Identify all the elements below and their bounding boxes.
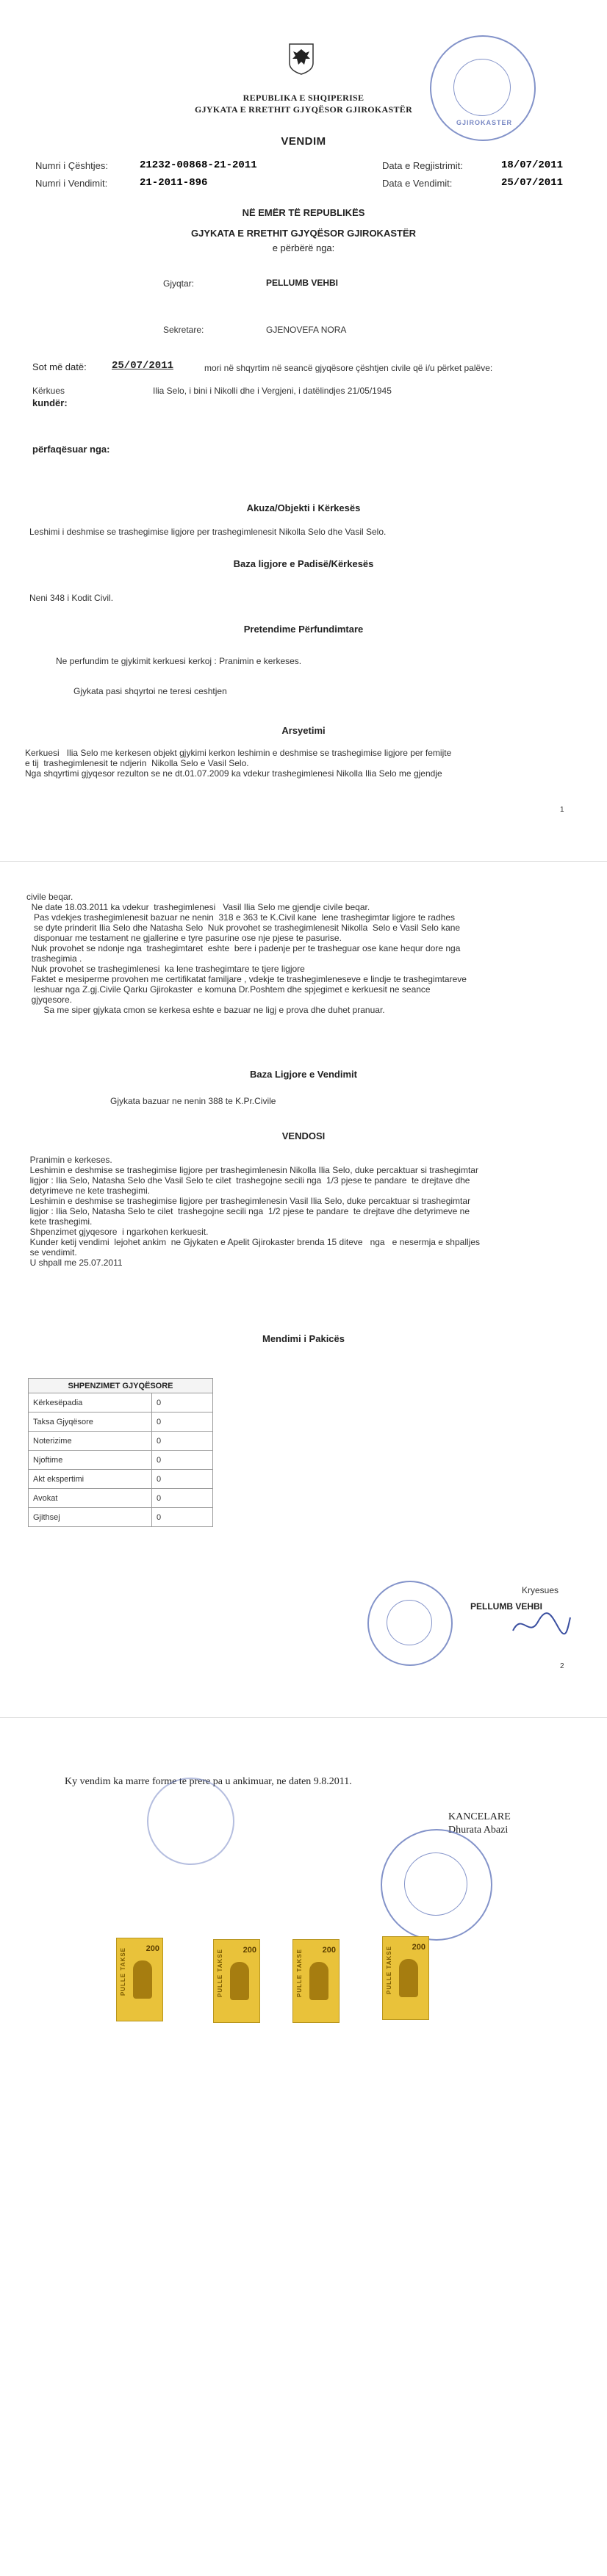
expense-label: Kërkesëpadia [29, 1393, 152, 1413]
secretary-label: Sekretare: [163, 325, 204, 335]
expense-value: 0 [152, 1508, 213, 1527]
court-seal-icon: GJIROKASTER [430, 35, 536, 141]
section-legal-basis: Baza ligjore e Padisë/Kërkesës [233, 558, 374, 569]
expense-value: 0 [152, 1413, 213, 1432]
verdict-line: detyrimeve ne kete trashegimi. [25, 1186, 151, 1196]
president-label: Kryesues [522, 1585, 559, 1595]
reasoning-line: Nuk provohet se trashegimlenesi ka lene trashegimtare te tjere ligjore [26, 964, 305, 974]
signature-icon [507, 1609, 573, 1639]
expense-label: Avokat [29, 1489, 152, 1508]
decision-number: 21-2011-896 [140, 177, 208, 189]
verdict-line: Leshimin e deshmise se trashegimise ligjore per trashegimlenesin Nikolla Ilia Selo, duke percaktuar si trashegimtar [25, 1165, 478, 1175]
expenses-table-wrapper [28, 1378, 213, 1527]
decision-number-label: Numri i Vendimit: [35, 178, 108, 189]
table-row [29, 1470, 213, 1489]
verdict-line: Shpenzimet gjyqesore i ngarkohen kerkuesit. [25, 1227, 209, 1237]
case-number-label: Numri i Çështjes: [35, 160, 108, 171]
legal-basis-text: Neni 348 i Kodit Civil. [29, 593, 114, 603]
verdict-line: kete trashegimi. [25, 1216, 93, 1227]
fiscal-stamp-icon: PULLE TAKSE 200 [292, 1939, 340, 2023]
court-heading: GJYKATA E RRETHIT GJYQËSOR GJIROKASTËR [190, 228, 417, 239]
reasoning-line: trashegimia . [26, 953, 82, 964]
table-row [29, 1413, 213, 1432]
verdict-line: se vendimit. [25, 1247, 77, 1258]
reasoning-line: Kerkuesi Ilia Selo me kerkesen objekt gjykimi kerkon leshimin e deshmise se trashegimise ligjore per femijte [25, 748, 452, 758]
reasoning-line: leshuar nga Z.gj.Civile Qarku Gjirokaster e komuna Dr.Poshtem dhe spjegimet e kerkuesit ne seance [26, 984, 431, 995]
judge-name: PELLUMB VEHBI [266, 278, 339, 288]
table-row [29, 1393, 213, 1413]
page-separator [0, 1717, 607, 1718]
claimant-label: Kërkues [32, 386, 65, 396]
registration-date-label: Data e Regjistrimit: [382, 160, 463, 171]
court-seal-icon [147, 1778, 234, 1865]
republic-heading: NË EMËR TË REPUBLIKËS [242, 207, 365, 218]
verdict-line: U shpall me 25.07.2011 [25, 1258, 123, 1268]
verdict-line: Pranimin e kerkeses. [25, 1155, 112, 1165]
represented-label: përfaqësuar nga: [32, 444, 110, 455]
subject-text: Leshimi i deshmise se trashegimise ligjore per trashegimlenesit Nikolla Selo dhe Vasil Selo. [29, 527, 387, 537]
court-seal-icon [367, 1581, 453, 1666]
reasoning-line: disponuar me testament ne gjallerine e tyre pasurine ose nje pjese te pasurise. [26, 933, 342, 943]
chancellery-label: KANCELARE [448, 1811, 511, 1822]
header-court: GJYKATA E RRETHIT GJYQËSOR GJIROKASTËR [194, 104, 413, 115]
registration-date: 18/07/2011 [501, 159, 564, 171]
reasoning-line: Nuk provohet se ndonje nga trashegimtaret eshte bere i padenje per te trasheguar ose kane hequr dore nga [26, 943, 461, 953]
table-row [29, 1489, 213, 1508]
expense-value: 0 [152, 1470, 213, 1489]
secretary-name: GJENOVEFA NORA [266, 325, 347, 335]
expense-label: Akt ekspertimi [29, 1470, 152, 1489]
reasoning-line: gjyqesore. [26, 995, 73, 1005]
reasoning-line: Ne date 18.03.2011 ka vdekur trashegimlenesi Vasil Ilia Selo me gjendje civile beqar. [26, 902, 370, 912]
verdict-line: Kunder ketij vendimi lejohet ankim ne Gjykaten e Apelit Gjirokaster brenda 15 diteve nga e nesermja e shpalljes [25, 1237, 481, 1247]
president-name: PELLUMB VEHBI [470, 1601, 543, 1612]
decision-date: 25/07/2011 [501, 177, 564, 189]
court-seal-icon [381, 1829, 492, 1941]
case-number: 21232-00868-21-2011 [140, 159, 257, 171]
section-claims: Pretendime Përfundimtare [243, 624, 364, 635]
page-number: 1 [560, 806, 564, 814]
verdict-line: ligjor : Ilia Selo, Natasha Selo te cilet trashegojne secili nga 1/2 pjese te pandare te drejtave dhe detyrimeve ne [25, 1206, 470, 1216]
coat-of-arms-icon [288, 43, 315, 75]
composed-by: e përbërë nga: [272, 242, 335, 253]
header-country: REPUBLIKA E SHQIPERISE [243, 93, 364, 103]
chancellery-name: Dhurata Abazi [448, 1825, 509, 1836]
expense-label: Taksa Gjyqësore [29, 1413, 152, 1432]
decision-date-label: Data e Vendimit: [382, 178, 453, 189]
expenses-table [28, 1378, 213, 1527]
judge-label: Gjyqtar: [163, 278, 195, 289]
verdict-line: Leshimin e deshmise se trashegimise ligjore per trashegimlenesin Vasil Ilia Selo, duke percaktuar si trashegimtar [25, 1196, 471, 1206]
expenses-table-header: SHPENZIMET GJYQËSORE [29, 1379, 213, 1393]
final-status-text: Ky vendim ka marre forme te prere pa u ankimuar, ne daten 9.8.2011. [65, 1776, 352, 1787]
table-row [29, 1508, 213, 1527]
reasoning-line: Sa me siper gjykata cmon se kerkesa eshte e bazuar ne ligj e prova dhe duhet pranuar. [26, 1005, 385, 1015]
reasoning-line: e tij trashegimlenesit te ndjerin Nikolla Selo e Vasil Selo. [25, 758, 249, 768]
verdict-line: ligjor : Ilia Selo, Natasha Selo dhe Vasil Selo te cilet trashegojne secili nga 1/3 pjese te pandare te drejtave dhe [25, 1175, 470, 1186]
section-reasoning: Arsyetimi [281, 725, 326, 736]
page-number: 2 [560, 1662, 564, 1670]
document-title: VENDIM [281, 135, 326, 148]
section-decision-basis: Baza Ligjore e Vendimit [250, 1069, 357, 1080]
reasoning-line: Pas vdekjes trashegimlenesit bazuar ne nenin 318 e 363 te K.Civil kane lene trashegimtar ligjore te radhes [26, 912, 455, 923]
reasoning-line: civile beqar. [26, 892, 73, 902]
continued-reasoning [26, 892, 467, 1015]
section-subject: Akuza/Objekti i Kërkesës [246, 502, 361, 513]
expense-label: Noterizime [29, 1432, 152, 1451]
claimant-text: Ilia Selo, i bini i Nikolli dhe i Vergjeni, i datëlindjes 21/05/1945 [153, 386, 392, 396]
reasoning-line: Faktet e mesiperme provohen me certifikatat familjare , vdekje te trashegimleneseve e lindje te trashegimtareve [26, 974, 467, 984]
hearing-text: mori në shqyrtim në seancë gjyqësore çështjen civile që i/u përket palëve: [204, 363, 493, 373]
expense-label: Gjithsej [29, 1508, 152, 1527]
fiscal-stamp-icon: PULLE TAKSE 200 [382, 1936, 429, 2020]
expense-value: 0 [152, 1432, 213, 1451]
page-separator [0, 861, 607, 862]
reasoning-text [25, 748, 451, 779]
reasoning-line: se dyte prinderit Ilia Selo dhe Natasha Selo Nuk provohet se trashegimlenesit Nikolla Selo e Vasil Selo kane [26, 923, 461, 933]
expense-label: Njoftime [29, 1451, 152, 1470]
fiscal-stamp-icon: PULLE TAKSE 200 [116, 1938, 163, 2021]
expense-value: 0 [152, 1451, 213, 1470]
against-label: kundër: [32, 397, 68, 408]
claims-line-1: Ne perfundim te gjykimit kerkuesi kerkoj : Pranimin e kerkeses. [56, 656, 302, 666]
hearing-date: 25/07/2011 [112, 360, 174, 372]
hearing-date-label: Sot më datë: [32, 361, 87, 372]
table-row [29, 1432, 213, 1451]
expense-value: 0 [152, 1489, 213, 1508]
section-minority-opinion: Mendimi i Pakicës [262, 1333, 345, 1344]
fiscal-stamp-icon: PULLE TAKSE 200 [213, 1939, 260, 2023]
expense-value: 0 [152, 1393, 213, 1413]
reasoning-line: Nga shqyrtimi gjyqesor rezulton se ne dt.01.07.2009 ka vdekur trashegimlenesi Nikolla Ilia Selo me gjendje [25, 768, 442, 779]
table-row [29, 1451, 213, 1470]
decision-basis-text: Gjykata bazuar ne nenin 388 te K.Pr.Civile [110, 1096, 276, 1106]
section-verdict: VENDOSI [281, 1130, 326, 1141]
verdict-text [25, 1155, 480, 1268]
claims-line-2: Gjykata pasi shqyrtoi ne teresi ceshtjen [73, 686, 227, 696]
